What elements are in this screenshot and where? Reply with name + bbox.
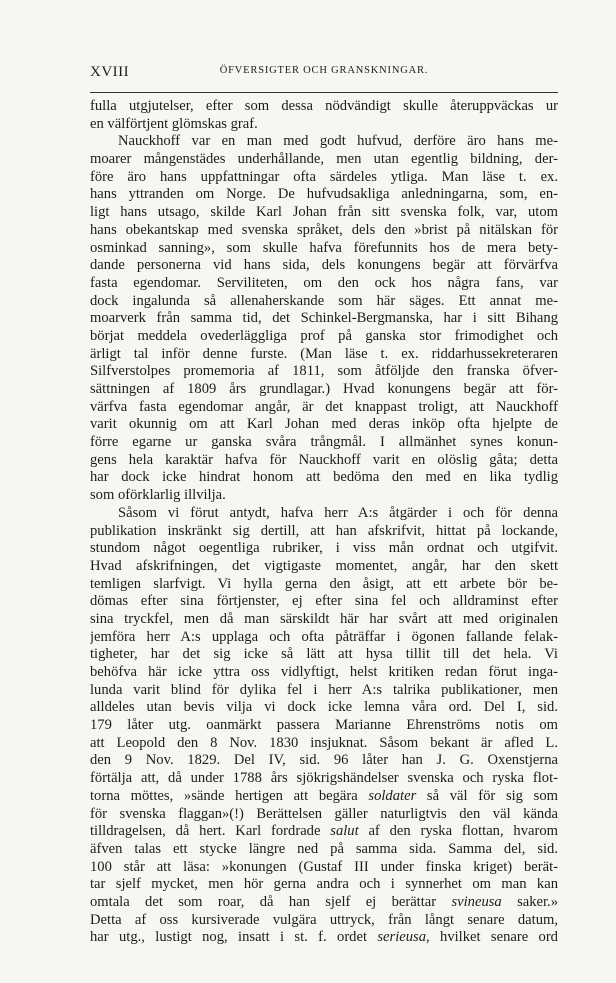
text-segment: Nauckhoff var en man med godt hufvud, derföre äro hans me- [118, 133, 558, 150]
text-segment: osminkad sanning», som skulle hafva förefunnits hos de mera bety- [90, 239, 558, 256]
text-segment: har utg., lustigt nog, insatt i st. f. ordet [90, 929, 378, 946]
text-segment: behöfva här icke yttra oss vidlyftigt, helst kritiken redan förut inga- [90, 664, 558, 680]
text-line [90, 735, 558, 753]
text-segment: jemföra herr A:s upplaga och ofta påträffar i ögonen fallande felak- [90, 628, 558, 645]
text-line [90, 381, 558, 399]
text-line [90, 646, 558, 664]
text-segment: stundom något oegentliga rubriker, i viss mån ordnat och utgifvit. [90, 540, 558, 557]
running-head: ÖFVERSIGTER OCH GRANSKNINGAR. [219, 65, 429, 76]
page-number: XVIII [90, 64, 130, 80]
text-line [90, 452, 558, 470]
text-line [90, 841, 558, 859]
text-line [90, 240, 558, 258]
text-segment: Silfverstolpes promemoria af 1811, som åtföljde den franska öfver- [90, 363, 558, 380]
text-line [90, 912, 558, 930]
body-text [90, 98, 558, 947]
text-segment: sättningen af 1809 års grundlagar.) Hvad konungens begär att för- [90, 381, 558, 397]
text-line [90, 399, 558, 417]
text-segment: moarer mångenstädes underhållande, men utan egentlig bildning, der- [90, 151, 558, 168]
text-segment: tigheter, har det sig icke så lätt att hysa tillit till det hela. Vi [90, 646, 558, 663]
text-line [90, 682, 558, 700]
text-segment: temligen slarfvigt. Vi hylla gerna den åsigt, att ett arbete bör be- [90, 575, 558, 592]
text-segment: ärligt tal inför denne furste. (Man läse t. ex. riddarhussekreteraren [90, 345, 558, 362]
text-line [90, 929, 558, 947]
text-line [90, 611, 558, 629]
text-line [90, 116, 558, 134]
text-segment: dande personerna vid hans sida, dels konungens begär att förvärfva [90, 257, 558, 274]
text-line [90, 806, 558, 824]
text-segment: före äro hans uppfattningar ofta särdeles ytliga. Man läse t. ex. [90, 168, 558, 185]
text-line [90, 275, 558, 293]
italic-word: svineusa [451, 893, 502, 910]
italic-word: soldater [368, 787, 417, 804]
text-segment: moarverk från samma tid, det Schinkel-Bergmanska, har i sitt Bihang [90, 310, 558, 327]
text-line [90, 540, 558, 558]
text-segment: dömas efter sina förtjenster, ej efter sina fel och alldraminst efter [90, 593, 558, 610]
page-header [90, 64, 558, 82]
text-segment: Hvad afskrifningen, det vigtigaste momentet, angår, har den skett [90, 557, 558, 574]
text-line [90, 558, 558, 576]
text-line [90, 593, 558, 611]
text-line [90, 257, 558, 275]
text-line [90, 487, 558, 505]
text-line [90, 151, 558, 169]
text-line [90, 770, 558, 788]
text-segment: publikation inskränkt sig dertill, att han afskrifvit, hittat på lockande, [90, 522, 558, 539]
text-segment: omtala det som roar, då han sjelf ej berättar [90, 893, 452, 910]
text-segment: varit okunnig om att Karl Johan med deras inköp ofta hjelpte de [90, 416, 558, 433]
text-line [90, 434, 558, 452]
text-line [90, 204, 558, 222]
text-line [90, 98, 558, 116]
text-line [90, 133, 558, 151]
text-line [90, 717, 558, 735]
text-line [90, 186, 558, 204]
text-segment: 100 står att läsa: »konungen (Gustaf III under finska kriget) berät- [90, 858, 558, 875]
text-segment: att Leopold den 8 Nov. 1830 insjuknat. Såsom bekant är afled L. [90, 734, 558, 751]
text-line [90, 523, 558, 541]
text-segment: Detta af oss kursiverade vulgära uttryck, från långt senare datum, [90, 911, 558, 928]
header-rule [90, 92, 558, 93]
text-segment: förtälja att, då under 1788 års sjökrigshändelser svenska och ryska flot- [90, 770, 558, 787]
text-segment: af den ryska flottan, hvarom [358, 823, 558, 840]
text-segment: så väl för sig som [416, 787, 558, 804]
text-line [90, 876, 558, 894]
text-segment: en välförtjent glömskas graf. [90, 115, 258, 132]
text-segment: fasta egendomar. Serviliteten, om den ock hos några fans, var [90, 274, 558, 291]
text-segment: torna möttes, »sände hertigen att begära [90, 787, 369, 804]
text-line [90, 310, 558, 328]
italic-word: salut [330, 823, 359, 840]
text-line [90, 788, 558, 806]
text-line [90, 664, 558, 682]
text-segment: värfva fasta egendomar angår, är det knappast troligt, att Nauckhoff [90, 398, 558, 415]
text-segment: lunda varit blind för dylika fel i herr A:s talrika publikationer, men [90, 681, 558, 698]
text-line [90, 894, 558, 912]
text-segment: börjat meddela ovederläggliga prof på ganska stor frimodighet och [90, 327, 558, 344]
text-segment: sina tryckfel, men då man särskildt här har svårt att med originalen [90, 610, 558, 627]
text-segment: ligt hans utsago, skilde Karl Johan från sitt svenska folk, var, utom [90, 204, 558, 221]
text-segment: gens hela karaktär hafva för Nauckhoff varit en olöslig gåta; detta [90, 451, 558, 468]
text-segment: saker.» [501, 893, 558, 910]
italic-word: serieusa [377, 929, 427, 946]
text-segment: förre egarne ur ganska svåra trångmål. I allmänhet synes konun- [90, 434, 558, 451]
text-segment: som oförklarlig illvilja. [90, 487, 226, 504]
text-line [90, 222, 558, 240]
text-line [90, 859, 558, 877]
text-line [90, 576, 558, 594]
text-line [90, 293, 558, 311]
text-segment: 179 låter utg. oanmärkt passera Marianne Ehrenströms notis om [90, 717, 558, 734]
text-line [90, 629, 558, 647]
text-line [90, 823, 558, 841]
text-segment: den 9 Nov. 1829. Del IV, sid. 96 låter han J. G. Oxenstjerna [90, 752, 558, 769]
text-segment: Såsom vi förut antydt, hafva herr A:s åtgärder i och för denna [118, 504, 558, 521]
text-segment: alldeles utan bevis vilja vi dock icke lemna våra ord. Del I, sid. [90, 699, 558, 716]
text-line [90, 169, 558, 187]
text-segment: äfven talas ett stycke längre ned på samma sida. Samma del, sid. [90, 840, 558, 857]
text-line [90, 752, 558, 770]
text-segment: fulla utgjutelser, efter som dessa nödvändigt skulle återuppväckas ur [90, 98, 558, 114]
text-segment: har dock icke hindrat honom att bedöma den med en lika tydlig [90, 469, 558, 486]
text-line [90, 363, 558, 381]
text-line [90, 416, 558, 434]
text-line [90, 699, 558, 717]
text-line [90, 505, 558, 523]
text-segment: hans obekantskap med svenska språket, dels den »brist på nitälskan för [90, 221, 558, 238]
text-line [90, 328, 558, 346]
text-segment: hans yttranden om Norge. De hufvudsakliga anledningarna, som, en- [90, 186, 558, 203]
text-segment: , hvilket senare ord [426, 929, 558, 946]
text-segment: dock ingalunda så allenaherskande som här säges. Ett annat me- [90, 292, 558, 309]
text-segment: tar sjelf mycket, men hör gerna andra och i synnerhet om man kan [90, 876, 558, 893]
text-segment: för svenska flaggan»(!) Berättelsen gäller naturligtvis den väl kända [90, 805, 558, 822]
text-segment: tilldragelsen, då hert. Karl fordrade [90, 823, 331, 840]
text-line [90, 346, 558, 364]
text-line [90, 469, 558, 487]
